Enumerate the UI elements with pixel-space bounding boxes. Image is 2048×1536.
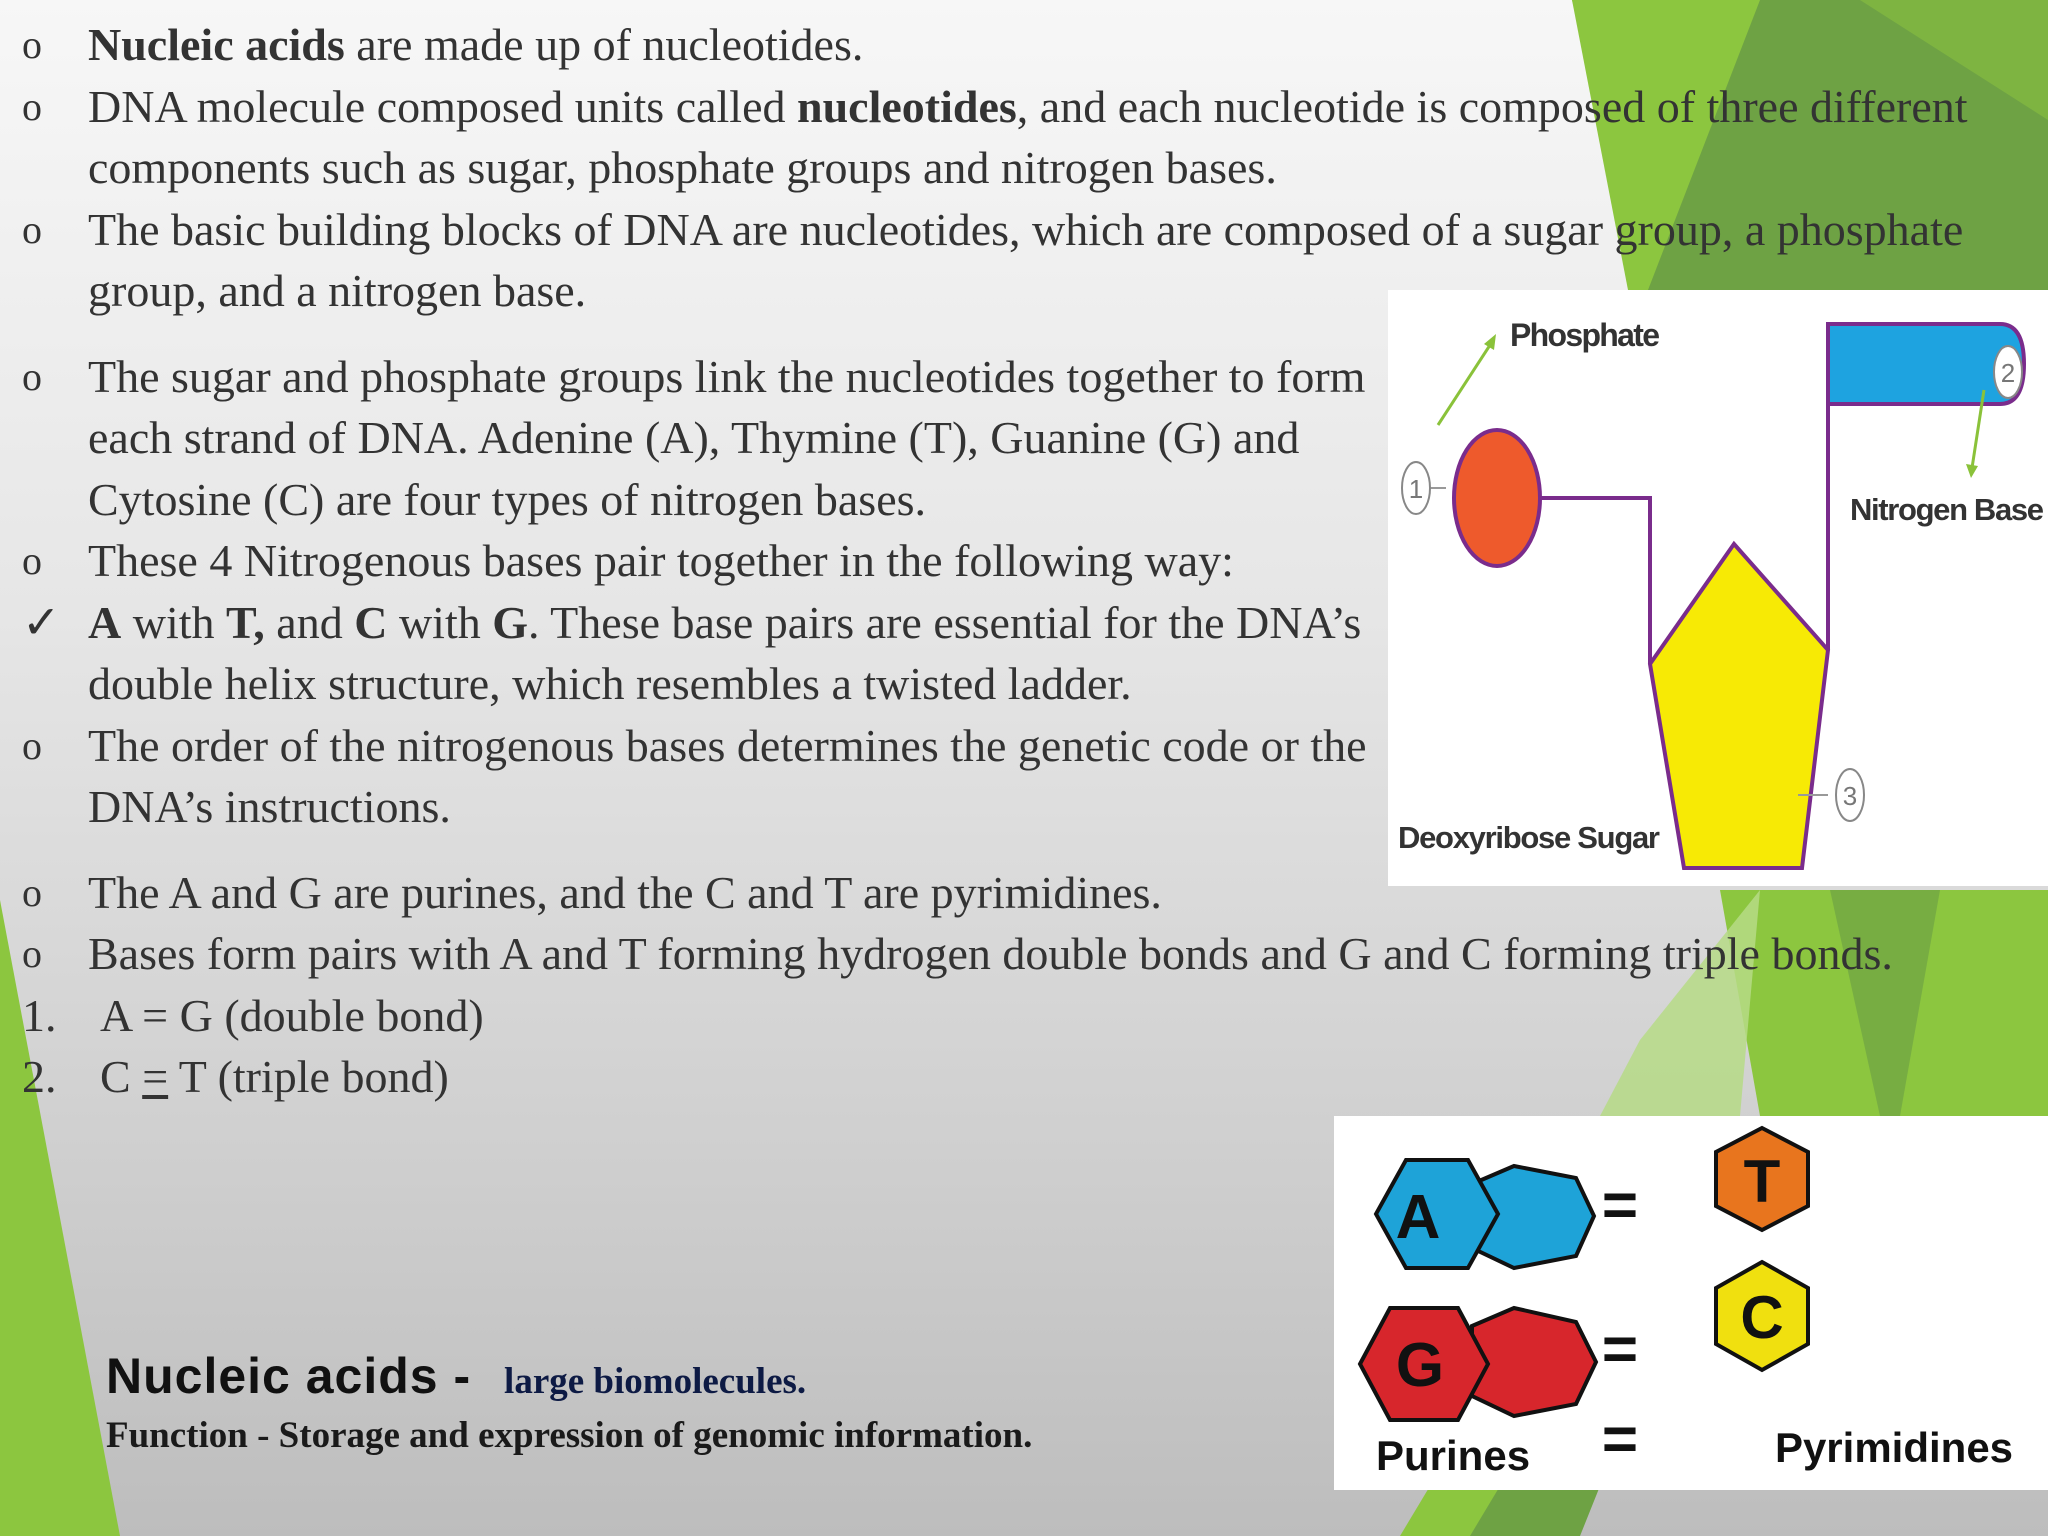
arrow-head [1966,464,1978,478]
number-2-label: 2 [2000,358,2016,388]
bullet-marker: o [22,83,42,129]
bold-text: G [492,596,529,648]
bullet-item [22,715,1392,838]
text-part: . These base pairs are essential for the DNA’s double helix structure, which resembles a twisted ladder. [88,596,1362,709]
bullet-marker: o [22,538,42,583]
sugar-label: Deoxyribose Sugar [1398,820,1660,855]
bullet-item [22,592,1392,715]
bullets-top [22,14,2032,322]
phosphate-label: Phosphate [1510,317,1660,353]
text-part: The sugar and phosphate groups link the nucleotides together to form each strand of DNA. Adenine (A), Thymine (T), Guanine (G) and Cytosine (C) are four types of nitrogen bases. [88,350,1366,525]
footer-title [106,1347,806,1405]
bullets-mid [22,346,1392,838]
bullet-marker: o [22,22,42,67]
base-pairs-diagram [1334,1116,2048,1490]
bullet-marker: o [22,206,42,252]
text-part: The A and G are purines, and the C and T are pyrimidines. [88,866,1162,918]
checkmark-icon: ✓ [22,596,61,648]
bold-text: C [354,596,388,648]
bullet-text [22,715,1392,838]
bullet-text [22,14,2032,76]
number-1-label: 1 [1408,474,1424,504]
numbered-item-2 [22,1046,2032,1108]
purines-label: Purines [1376,1432,1531,1479]
guanine-pentagon [1472,1308,1596,1416]
bullet-marker: o [22,869,42,915]
equals-sign-3: = [1601,1405,1639,1474]
nitrogen-base-label: Nitrogen Base [1850,492,2044,527]
text-part: These 4 Nitrogenous bases pair together in the following way: [88,535,1234,586]
numbered-text: A = G (double bond) [100,989,484,1041]
text-part: with [387,596,493,648]
bullet-item [22,76,2032,199]
cytosine-label: C [1740,1284,1784,1351]
text-part: The order of the nitrogenous bases determines the genetic code or the DNA’s instructions. [88,719,1367,832]
arrow-line [1438,342,1492,425]
bullet-text [22,76,2032,199]
phosphate-circle [1454,430,1540,566]
bullet-marker: o [22,353,42,399]
number-marker: 2. [22,1051,57,1102]
footer-title-sub: large biomolecules. [504,1361,807,1402]
bullet-item [22,14,2032,76]
footer-title-main: Nucleic acids - [106,1348,487,1404]
bullet-marker: o [22,931,42,976]
pyrimidines-label: Pyrimidines [1774,1424,2014,1471]
bullet-text [22,923,2032,985]
text-part: with [121,596,227,648]
bullet-text [22,592,1392,715]
equals-sign-2: = [1601,1315,1639,1384]
bold-text: nucleotides [797,80,1017,132]
triple-bond-symbol: = [142,1051,169,1102]
number-3-label: 3 [1842,781,1858,811]
text-part: and [264,596,355,648]
nucleotide-diagram [1388,290,2048,886]
text-part: are made up of nucleotides. [344,19,864,70]
phosphate-link [1540,498,1650,664]
text-part: , and each nucleotide is composed of three different components such as sugar, phosphate groups and nitrogen bases. [88,80,1968,193]
bullet-text [22,346,1392,531]
bullet-item [22,923,2032,985]
bold-text: Nucleic acids [88,19,345,70]
bullet-item [22,346,1392,531]
bold-text: A [88,596,122,648]
footer-function: Function - Storage and expression of genomic information. [106,1415,1033,1456]
bold-text: T, [226,596,265,648]
numbered-text [22,1046,2032,1108]
text-part: T (triple bond) [168,1051,449,1102]
guanine-label: G [1395,1331,1445,1400]
text-part: Bases form pairs with A and T forming hydrogen double bonds and G and C forming triple bonds. [88,928,1893,979]
number-marker: 1. [22,989,57,1041]
equals-sign-1: = [1601,1171,1639,1240]
adenine-label: A [1395,1183,1441,1252]
bullet-text [22,530,1392,592]
sugar-pentagon [1650,544,1828,868]
text-part: C [100,1051,143,1102]
text-part: The basic building blocks of DNA are nucleotides, which are composed of a sugar group, a phosphate group, and a nitrogen base. [88,203,1964,316]
bullet-item [22,530,1392,592]
numbered-item-1 [22,985,2032,1047]
thymine-label: T [1743,1148,1781,1215]
text-part: DNA molecule composed units called [88,80,798,132]
bullet-marker: o [22,722,42,768]
